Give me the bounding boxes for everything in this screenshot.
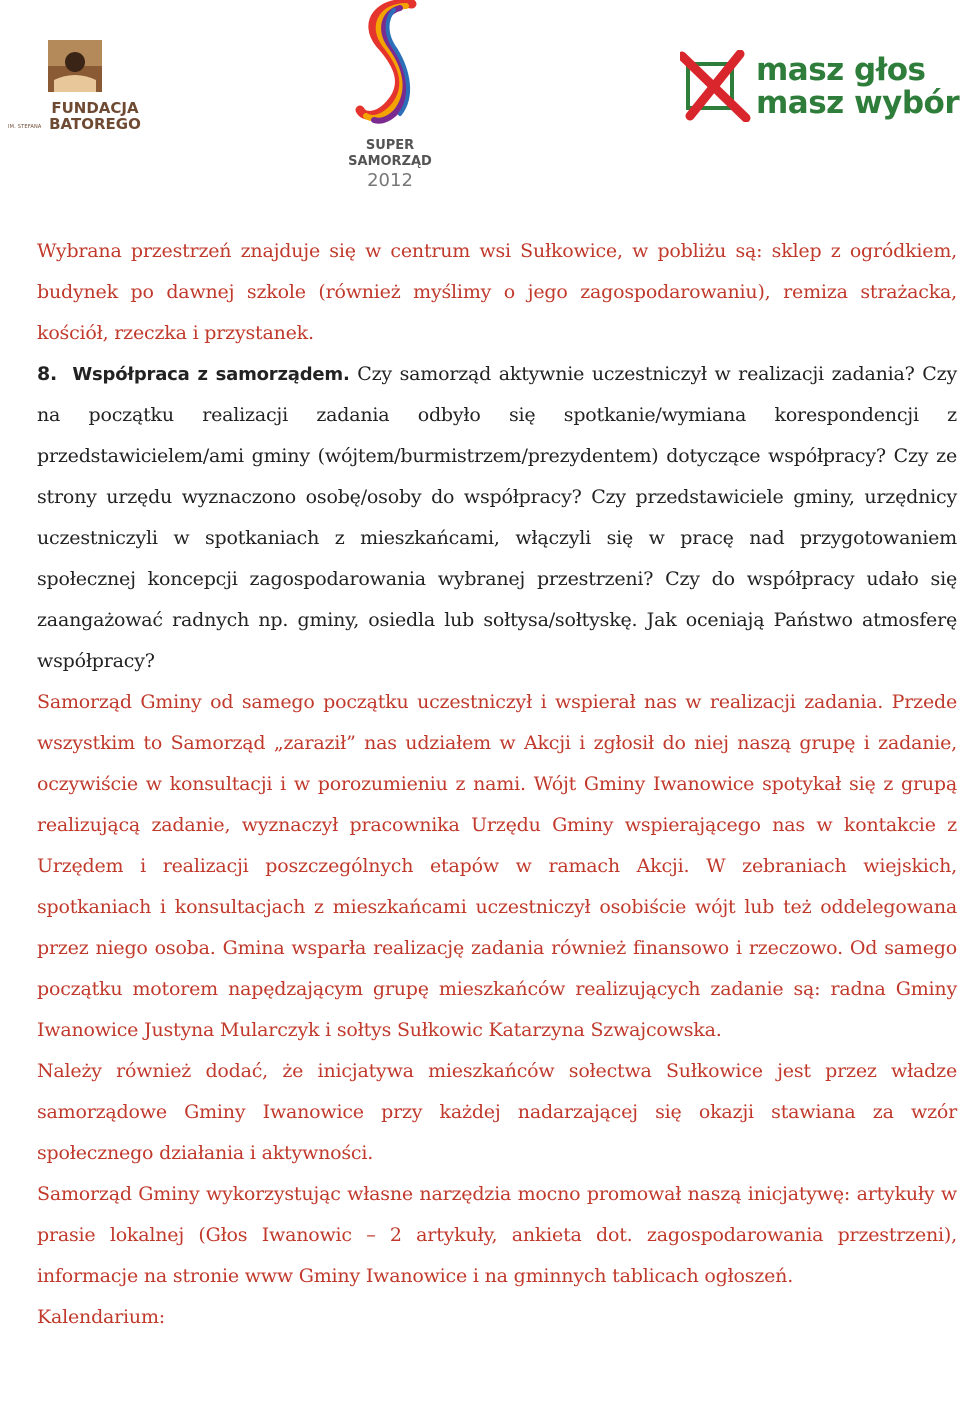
batory-emblem-icon bbox=[48, 40, 102, 92]
calendar-heading: Kalendarium: bbox=[37, 1306, 165, 1328]
masz-line1: masz głos bbox=[756, 52, 926, 88]
ballot-x-icon bbox=[680, 50, 752, 122]
fundacja-batorego-logo bbox=[8, 40, 141, 140]
super-samorzad-text bbox=[340, 138, 440, 192]
masz-line2: masz wybór bbox=[756, 85, 960, 121]
question-text: Czy samorząd aktywnie uczestniczył w realizacji zadania? Czy na początku realizacji zadania odbyło się spotkanie/wymiana korespondencji z przedstawicielem/ami gminy (wójtem/burmistrzem/prezydentem) dotyczące współpracy? Czy ze strony urzędu wyznaczono osobę/osoby do współpracy? Czy przedstawiciele gminy, urzędnicy uczestniczyli w spotkaniach z mieszkańcami, włączyli się w pracę nad przygotowaniem społecznej koncepcji zagospodarowania wybranej przestrzeni? Czy do współpracy udało się zaangażować radnych np. gminy, osiedla lub sołtysa/sołtyskę. Jak oceniają Państwo atmosferę współpracy? bbox=[37, 363, 957, 672]
super-line2: SAMORZĄD bbox=[348, 154, 432, 169]
paragraph-location: Wybrana przestrzeń znajduje się w centrum wsi Sułkowice, w pobliżu są: sklep z ogródkiem, budynek po dawnej szkole (również myślimy o jego zagospodarowaniu), remiza strażacka, kościół, rzeczka i przystanek. bbox=[37, 240, 957, 344]
question-8 bbox=[37, 354, 957, 682]
answer-paragraph-1: Samorząd Gminy od samego początku uczestniczył i wspierał nas w realizacji zadania. Przede wszystkim to Samorząd „zaraził” nas udziałem w Akcji i zgłosił do niej naszą grupę i zadanie, oczywiście w konsultacji i w porozumieniu z nami. Wójt Gminy Iwanowice spotykał się z grupą realizującą zadanie, wyznaczył pracownika Urzędu Gminy wspierającego nas w kontakcie z Urzędem i realizacji poszczególnych etapów w ramach Akcji. W zebraniach wiejskich, spotkaniach i konsultacjach z mieszkańcami uczestniczył osobiście wójt lub też oddelegowana przez niego osoba. Gmina wsparła realizację zadania również finansowo i rzeczowo. Od samego początku motorem napędzającym grupę mieszkańców realizujących zadanie są: radna Gminy Iwanowice Justyna Mularczyk i sołtys Sułkowic Katarzyna Szwajcowska. bbox=[37, 691, 957, 1041]
masz-glos-logo bbox=[680, 50, 960, 130]
super-s-ribbon-icon bbox=[350, 0, 430, 130]
question-number: 8. bbox=[37, 363, 58, 385]
super-samorzad-logo bbox=[340, 0, 440, 200]
super-line1: SUPER bbox=[365, 138, 415, 153]
page-header bbox=[0, 0, 960, 210]
document-body bbox=[37, 231, 957, 1338]
batory-small-text: IM. STEFANA bbox=[8, 124, 42, 130]
masz-glos-text bbox=[756, 54, 959, 120]
super-year: 2012 bbox=[367, 170, 413, 191]
question-title: Współpraca z samorządem. bbox=[72, 364, 350, 385]
batory-line2: BATOREGO bbox=[49, 115, 141, 133]
batory-logo-text bbox=[40, 100, 150, 132]
answer-paragraph-3: Samorząd Gminy wykorzystując własne narzędzia mocno promował naszą inicjatywę: artykuły w prasie lokalnej (Głos Iwanowic – 2 artykuły, ankieta dot. zagospodarowania przestrzeni), informacje na stronie www Gminy Iwanowice i na gminnych tablicach ogłoszeń. bbox=[37, 1183, 957, 1287]
batory-line1: FUNDACJA bbox=[51, 99, 139, 117]
answer-paragraph-2: Należy również dodać, że inicjatywa mieszkańców sołectwa Sułkowice jest przez władze samorządowe Gminy Iwanowice przy każdej nadarzającej się okazji stawiana za wzór społecznego działania i aktywności. bbox=[37, 1060, 957, 1164]
